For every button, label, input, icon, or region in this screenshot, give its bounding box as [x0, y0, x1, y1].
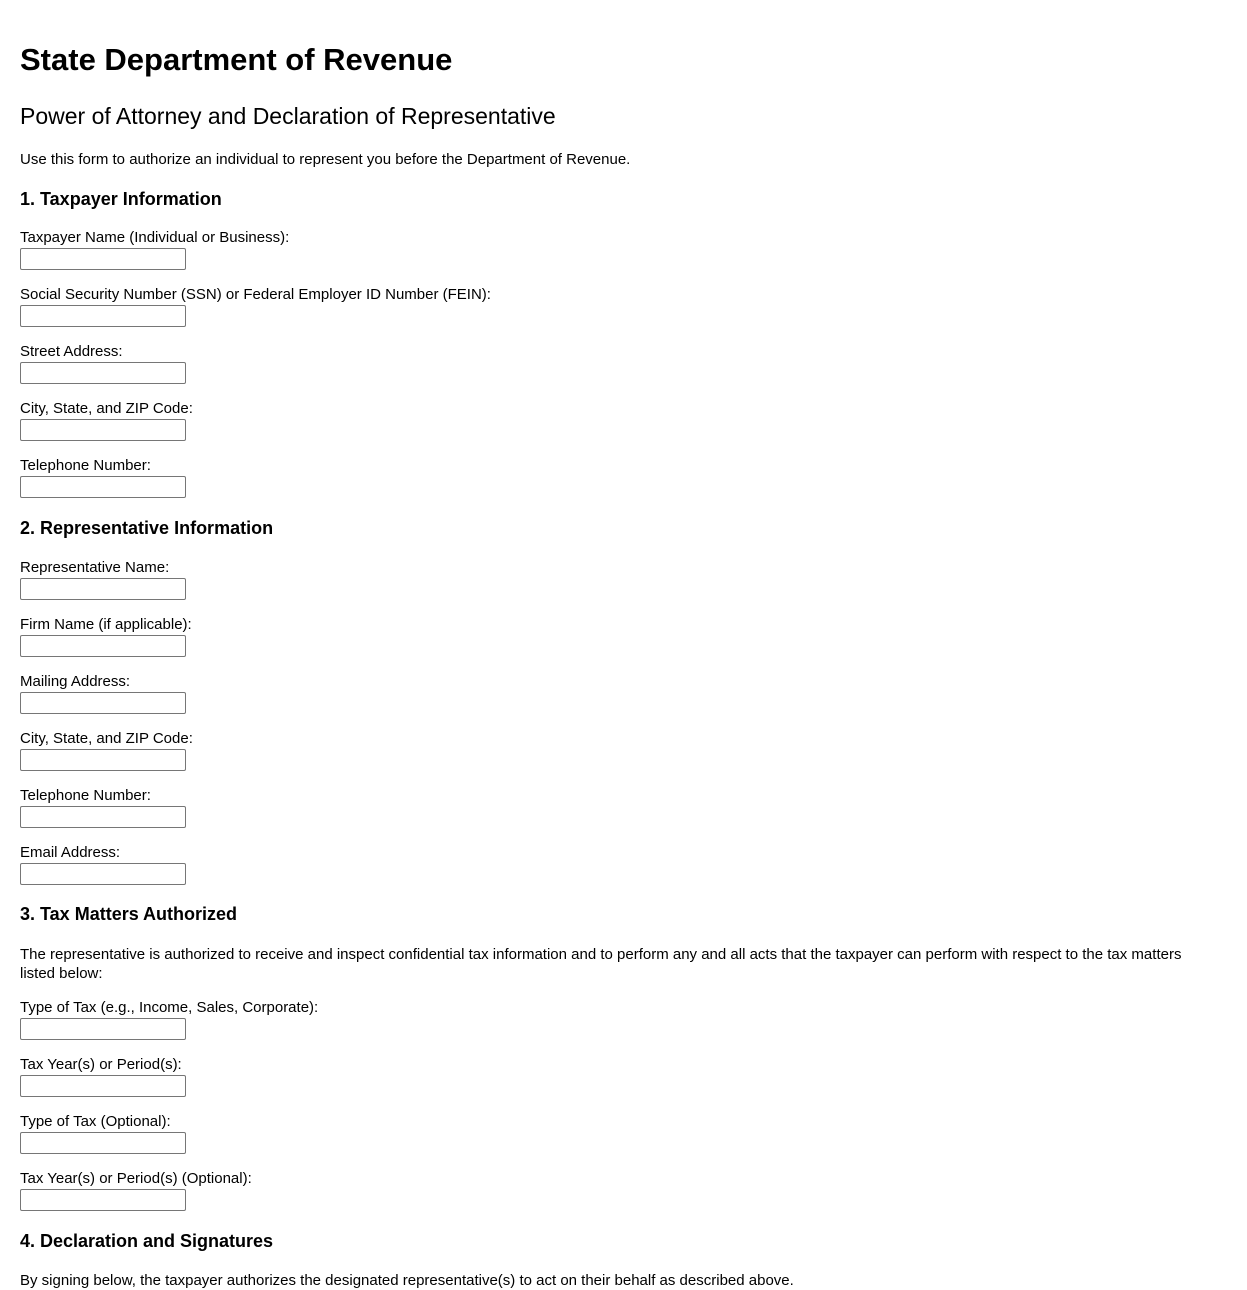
section-heading-taxpayer: 1. Taxpayer Information: [20, 189, 222, 209]
tax-type-label: Type of Tax (e.g., Income, Sales, Corporate):: [20, 999, 319, 1016]
tax-type-optional-label: Type of Tax (Optional):: [20, 1113, 171, 1130]
tax-type-optional-input[interactable]: [20, 1132, 186, 1154]
declaration-description: By signing below, the taxpayer authorizes the designated representative(s) to act on their behalf as described above.: [20, 1272, 794, 1289]
taxpayer-city-state-zip-input[interactable]: [20, 419, 186, 441]
taxpayer-name-label: Taxpayer Name (Individual or Business):: [20, 229, 290, 246]
taxpayer-street-label: Street Address:: [20, 343, 123, 360]
taxpayer-name-input[interactable]: [20, 248, 186, 270]
taxpayer-ssn-fein-input[interactable]: [20, 305, 186, 327]
section-heading-declaration: 4. Declaration and Signatures: [20, 1231, 274, 1251]
mailing-address-input[interactable]: [20, 692, 186, 714]
representative-city-state-zip-input[interactable]: [20, 749, 186, 771]
tax-matters-description: The representative is authorized to receive and inspect confidential tax information and to perform any and all acts that the taxpayer can perform with respect to the tax matters listed below:: [20, 946, 1182, 982]
tax-period-optional-label: Tax Year(s) or Period(s) (Optional):: [20, 1170, 252, 1187]
mailing-address-label: Mailing Address:: [20, 673, 131, 690]
form-title: Power of Attorney and Declaration of Representative: [20, 103, 556, 129]
representative-phone-input[interactable]: [20, 806, 186, 828]
representative-name-input[interactable]: [20, 578, 186, 600]
taxpayer-ssn-fein-label: Social Security Number (SSN) or Federal Employer ID Number (FEIN):: [20, 286, 491, 303]
tax-period-input[interactable]: [20, 1075, 186, 1097]
tax-period-optional-input[interactable]: [20, 1189, 186, 1211]
tax-type-input[interactable]: [20, 1018, 186, 1040]
representative-email-input[interactable]: [20, 863, 186, 885]
taxpayer-phone-input[interactable]: [20, 476, 186, 498]
taxpayer-city-state-zip-label: City, State, and ZIP Code:: [20, 400, 193, 417]
taxpayer-phone-label: Telephone Number:: [20, 457, 151, 474]
agency-title: State Department of Revenue: [20, 42, 453, 77]
representative-name-label: Representative Name:: [20, 559, 170, 576]
section-heading-tax-matters: 3. Tax Matters Authorized: [20, 904, 238, 924]
section-heading-representative: 2. Representative Information: [20, 518, 274, 538]
firm-name-label: Firm Name (if applicable):: [20, 616, 192, 633]
tax-period-label: Tax Year(s) or Period(s):: [20, 1056, 182, 1073]
form-intro: Use this form to authorize an individual to represent you before the Department of Revenue.: [20, 151, 631, 168]
representative-city-state-zip-label: City, State, and ZIP Code:: [20, 730, 193, 747]
taxpayer-street-input[interactable]: [20, 362, 186, 384]
firm-name-input[interactable]: [20, 635, 186, 657]
representative-phone-label: Telephone Number:: [20, 787, 151, 804]
representative-email-label: Email Address:: [20, 844, 121, 861]
